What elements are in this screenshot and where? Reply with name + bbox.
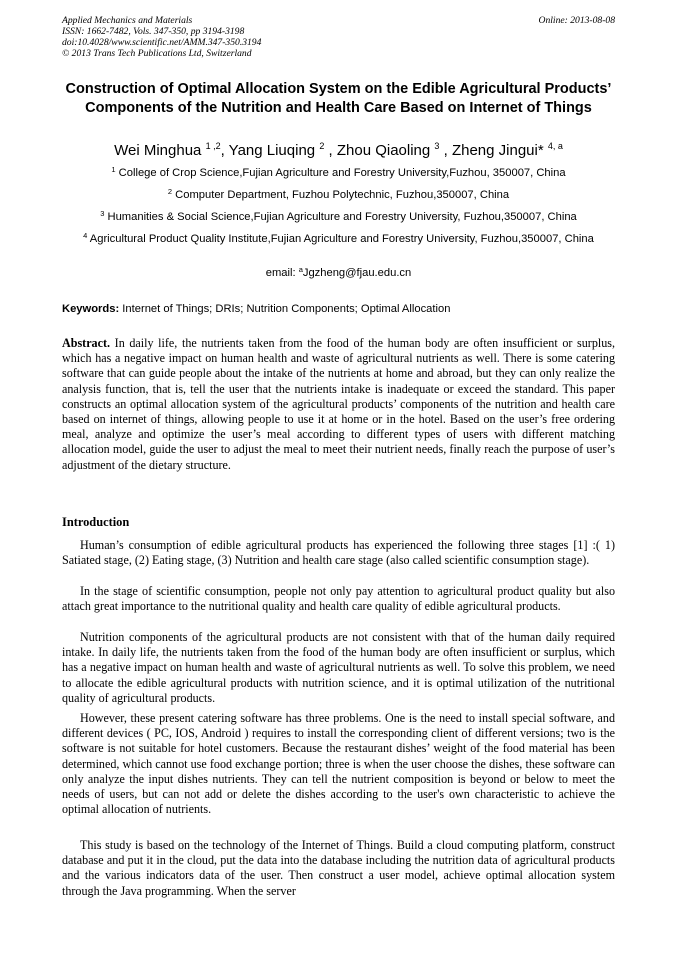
affiliation-number: 4 bbox=[83, 231, 88, 240]
abstract-text: In daily life, the nutrients taken from the food of the human body are often insufficient or surplus, which has a negative impact on human health and waste of agricultural nutrients as well. There is some catering software that can guide people about the intake of the nutrients at home and abroad, but they can only realize the analysis function, that is, tell the user that the nutrients intake is inadequate or exceed the standard. This paper constructs an optimal allocation system of the agricultural products’ components of the nutrition and health care based on internet of things, allowing people to use it at home or in the hotel. Based on the user’s free ordering meal, analyze and optimize the user’s meal according to different types of users with different matching allocation model, guide the user to adjust the meal to meet their nutrient needs, finally reach the purpose of user’s adjustment of the dietary structure. bbox=[62, 336, 615, 472]
doi-line: doi:10.4028/www.scientific.net/AMM.347-350.3194 bbox=[62, 37, 262, 48]
intro-paragraph-1: Human’s consumption of edible agricultural products has experienced the following three stages [1] :( 1) Satiated stage, (2) Eating stage, (3) Nutrition and health care stage (also called scientific consumption stage). bbox=[62, 538, 615, 568]
email-line bbox=[62, 266, 615, 281]
author-separator: , bbox=[439, 142, 452, 159]
affiliation-text: Humanities & Social Science,Fujian Agriculture and Forestry University, Fuzhou,350007, China bbox=[104, 211, 577, 223]
issn-line: ISSN: 1662-7482, Vols. 347-350, pp 3194-3198 bbox=[62, 26, 245, 37]
email-address[interactable]: Jgzheng@fjau.edu.cn bbox=[302, 267, 412, 279]
affiliation-text: College of Crop Science,Fujian Agriculture and Forestry University,Fuzhou, 350007, China bbox=[115, 167, 566, 179]
paper-title: Construction of Optimal Allocation System on the Edible Agricultural Products’ Components of the Nutrition and Health Care Based on Internet of Things bbox=[65, 81, 612, 116]
affiliation-text: Computer Department, Fuzhou Polytechnic, Fuzhou,350007, China bbox=[172, 189, 510, 201]
author-affil-sup: 4, a bbox=[547, 141, 563, 151]
affiliation-number: 3 bbox=[100, 209, 105, 218]
affiliation-4 bbox=[62, 232, 615, 247]
email-sup: a bbox=[298, 265, 303, 274]
affiliation-text: Agricultural Product Quality Institute,Fujian Agriculture and Forestry University, Fuzhou,350007, China bbox=[87, 233, 594, 245]
affiliation-1 bbox=[62, 166, 615, 181]
copyright-line: © 2013 Trans Tech Publications Ltd, Switzerland bbox=[62, 48, 252, 59]
keywords-label: Keywords: bbox=[62, 303, 120, 315]
online-date: Online: 2013-08-08 bbox=[538, 15, 615, 26]
journal-name: Applied Mechanics and Materials bbox=[62, 15, 193, 26]
email-label: email: bbox=[265, 267, 299, 279]
affiliation-number: 1 bbox=[111, 165, 116, 174]
affiliation-number: 2 bbox=[167, 187, 173, 196]
intro-paragraph-3: Nutrition components of the agricultural products are not consistent with that of the human daily required intake. In daily life, the nutrients taken from the food of the human body are often insufficient or surplus, which has a negative impact on human health and waste of agricultural nutrients as well. To solve this problem, we need to allocate the edible agricultural products with nutrition science, and it is optimal utilization of the nutritional quality of agricultural products. bbox=[62, 630, 615, 705]
author-affil-sup: 3 bbox=[434, 141, 440, 151]
keywords-line bbox=[62, 302, 615, 317]
author-separator: , bbox=[220, 142, 229, 159]
affiliation-2 bbox=[62, 188, 615, 203]
introduction-heading: Introduction bbox=[62, 515, 130, 529]
abstract-label: Abstract. bbox=[62, 336, 111, 350]
author-name: Yang Liuqing bbox=[228, 142, 316, 159]
journal-header bbox=[62, 15, 615, 59]
author-affil-sup: 1 ,2 bbox=[205, 141, 221, 151]
author-name: Zheng Jingui* bbox=[451, 142, 544, 159]
intro-paragraph-2: In the stage of scientific consumption, people not only pay attention to agricultural product quality but also attach great importance to the nutritional quality and health care quality of edible agricultural products. bbox=[62, 584, 615, 614]
author-name: Wei Minghua bbox=[114, 142, 202, 159]
intro-paragraph-4: However, these present catering software has three problems. One is the need to install special software, and different devices ( PC, IOS, Android ) requires to install the corresponding client of different versions; two is the software is not suitable for hotel customers. Because the restaurant dishes’ weight of the food material has been determined, which cannot use food exchange portion; three is when the user choose the dishes, these software can only analyze the input dishes nutrients. They can tell the nutrient composition is beyond or below to meet the needs of users, but can not add or delete the dishes according to the user's own characteristic to achieve the optimal allocation of nutrients. bbox=[62, 711, 615, 817]
abstract-paragraph bbox=[62, 336, 615, 473]
author-separator: , bbox=[324, 142, 337, 159]
author-list bbox=[62, 141, 615, 161]
author-affil-sup: 2 bbox=[319, 141, 325, 151]
author-name: Zhou Qiaoling bbox=[336, 142, 431, 159]
affiliation-3 bbox=[62, 210, 615, 225]
intro-paragraph-5: This study is based on the technology of the Internet of Things. Build a cloud computing platform, construct database and put it in the cloud, put the data into the database including the nutrition data of agricultural products and the various indicators data of the user. Then construct a user model, achieve optimal allocation system through the Java programming. When the server bbox=[62, 838, 615, 898]
keywords-text: Internet of Things; DRIs; Nutrition Components; Optimal Allocation bbox=[119, 303, 451, 315]
